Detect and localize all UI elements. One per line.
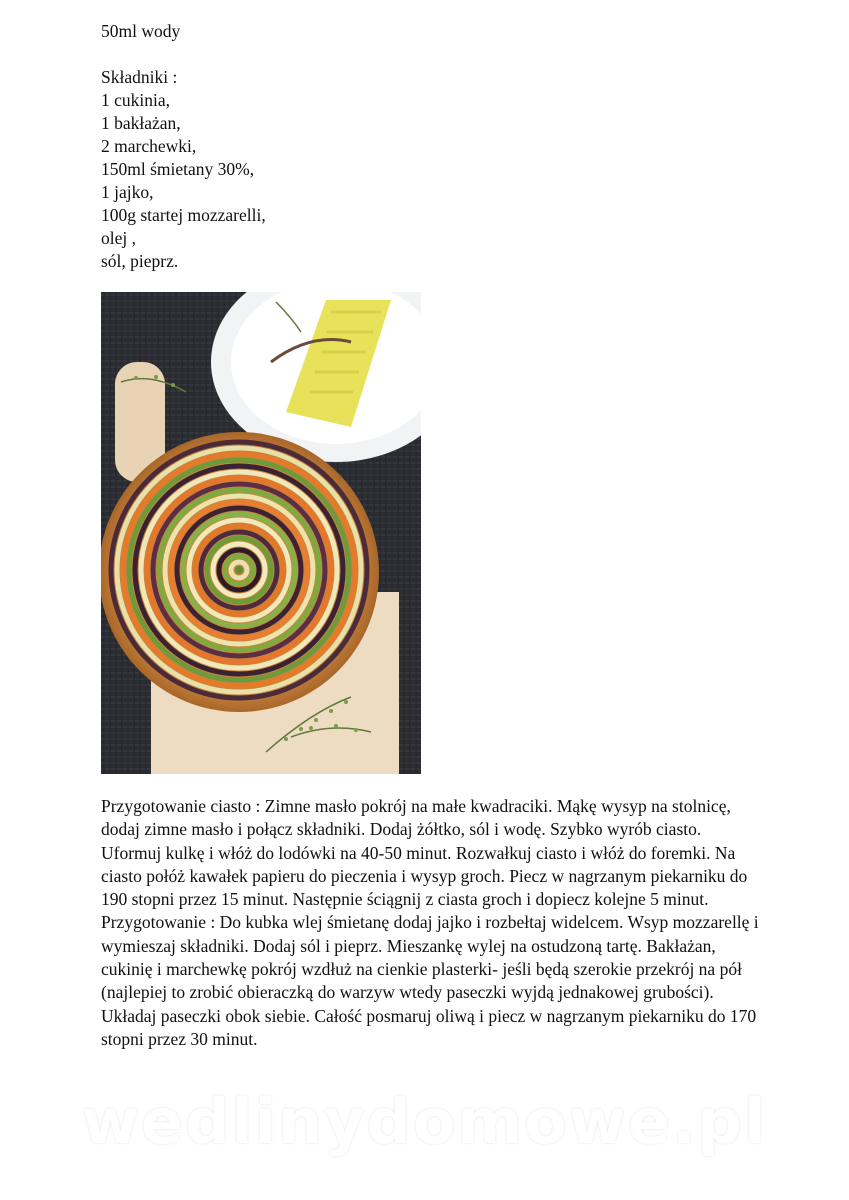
preparation-instructions: Przygotowanie ciasto : Zimne masło pokrój na małe kwadraciki. Mąkę wysyp na stolnicę, dodaj zimne masło i połącz składniki. Dodaj żółtko, sól i wodę. Szybko wyrób ciasto. Uformuj kulkę i włóż do lodówki na 40-50 minut. Rozwałkuj ciasto i włóż do foremki. Na ciasto połóż kawałek papieru do pieczenia i wysyp groch. Piecz w nagrzanym piekarniku do 190 stopni przez 15 minut. Następnie ściągnij z ciasta groch i dopiecz kolejne 5 minut. Przygotowanie : Do kubka wlej śmietanę dodaj jajko i rozbełtaj widelcem. Wsyp mozzarellę i wymieszaj składniki. Dodaj sól i pieprz. Mieszankę wylej na ostudzoną tartę. Bakłażan, cukinię i marchewkę pokrój wzdłuż na cienkie plasterki- jeśli będą szerokie przekrój na pół (najlepiej to zrobić obieraczką do warzyw wtedy paseczki wyjdą jednakowej grubości). Układaj paseczki obok siebie. Całość posmaruj oliwą i piecz w nagrzanym piekarniku do 170 stopni przez 30 minut.: [101, 796, 759, 1049]
ingredient-item: 150ml śmietany 30%,: [101, 159, 255, 179]
recipe-water-line: 50ml wody: [101, 21, 181, 41]
ingredient-item: 2 marchewki,: [101, 136, 197, 156]
vegetable-tart-photo: [101, 292, 421, 774]
ingredient-item: 1 bakłażan,: [101, 113, 181, 133]
ingredient-item: 1 cukinia,: [101, 90, 171, 110]
ingredients-title: Składniki :: [101, 67, 178, 87]
site-watermark: wedlinydomowe.pl: [81, 1085, 768, 1158]
ingredient-item: sól, pieprz.: [101, 251, 179, 271]
ingredients-list: [101, 66, 266, 273]
ingredient-item: 1 jajko,: [101, 182, 154, 202]
ingredient-item: olej ,: [101, 228, 136, 248]
ingredient-item: 100g startej mozzarelli,: [101, 205, 266, 225]
